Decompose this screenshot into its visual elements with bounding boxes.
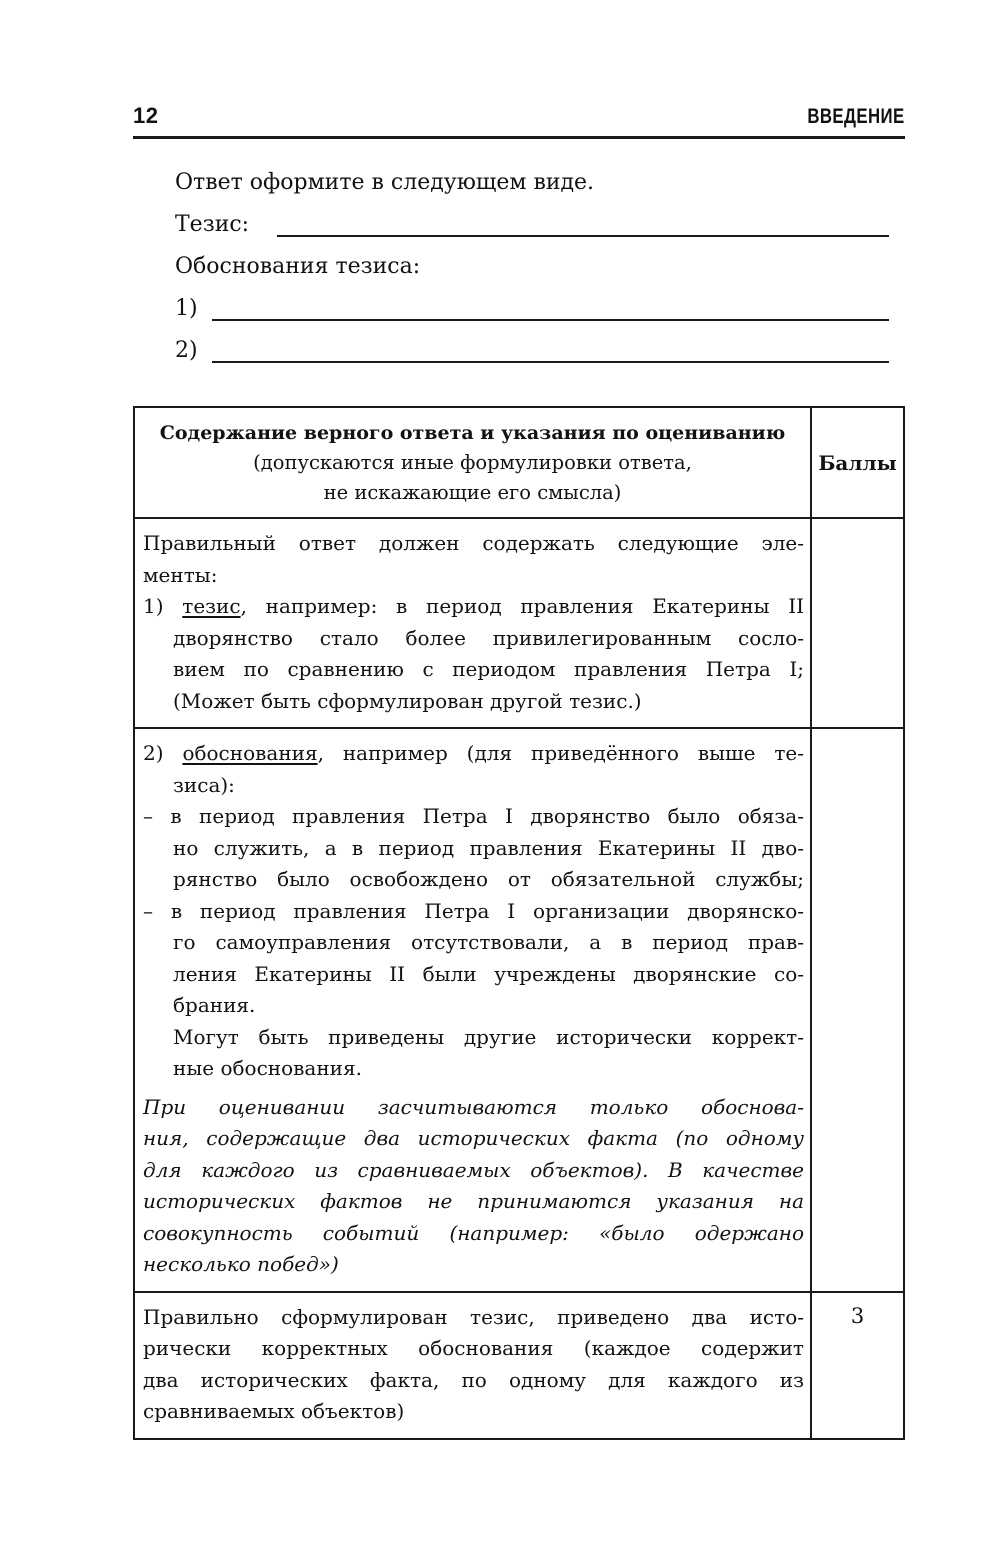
criteria-cell [134, 728, 811, 1292]
text-line: Правильно сформулирован тезис, приведено два исто- [143, 1304, 804, 1329]
text-line: Правильный ответ должен содержать следующие эле- [143, 531, 804, 555]
text-line: но служить, а в период правления Екатерины II дво- [173, 835, 804, 860]
text-line: го самоуправления отсутствовали, а в период прав- [173, 930, 804, 954]
text-line: рически корректных обоснования (каждое содержит [143, 1336, 804, 1360]
text-line: вием по сравнению с периодом правления Петра I; [173, 657, 804, 681]
text-line: совокупность событий (например: «было одержано [143, 1220, 804, 1245]
criteria-paragraph [143, 1302, 804, 1428]
score-cell [811, 728, 904, 1292]
text-line: менты: [143, 562, 218, 587]
score-header-cell: Баллы [811, 407, 904, 518]
page-content [133, 0, 905, 1440]
text-line: сравниваемых объектов) [143, 1399, 405, 1423]
underlined-term: тезис [182, 594, 241, 618]
section-title: ВВЕДЕНИЕ [807, 105, 905, 128]
answer-form-section [133, 158, 905, 368]
table-header-row [134, 407, 904, 518]
thesis-label: Тезис: [175, 212, 250, 237]
text-line: ния, содержащие два исторических факта (по одному [143, 1126, 804, 1150]
running-header [133, 0, 905, 139]
text-line: 1) тезис, например: в период правления Екатерины II [143, 594, 805, 618]
instruction-text: Ответ оформите в следующем виде. [175, 170, 595, 195]
underlined-term: обоснования [182, 741, 318, 765]
text-line: (Может быть сформулирован другой тезис.) [173, 688, 642, 713]
text-line: ления Екатерины II были учреждены дворянские со- [173, 961, 804, 986]
thesis-blank-line [277, 235, 889, 237]
text-line: – в период правления Петра I организации дворянско- [143, 898, 804, 923]
text-line: исторических фактов не принимаются указания на [143, 1189, 804, 1213]
criteria-paragraph [143, 528, 804, 717]
table-row [134, 1292, 904, 1439]
criteria-header-cell [134, 407, 811, 518]
text-line: Могут быть приведены другие исторически коррект- [173, 1024, 804, 1049]
text-line: зиса): [173, 772, 235, 797]
item1-label: 1) [175, 296, 198, 321]
criteria-paragraph [143, 738, 804, 1085]
criteria-header-subtitle-2: не искажающие его смысла) [323, 481, 622, 504]
thesis-row [175, 200, 889, 242]
item1-row [175, 284, 889, 326]
text-line: брания. [173, 993, 256, 1017]
text-line: 2) обоснования, например (для приведённого выше те- [143, 741, 804, 765]
item2-row [175, 326, 889, 368]
score-cell [811, 518, 904, 728]
criteria-cell [134, 1292, 811, 1439]
criteria-cell [134, 518, 811, 728]
text-line: для каждого из сравниваемых объектов). В качестве [143, 1157, 804, 1182]
text-line: дворянство стало более привилегированным сосло- [173, 625, 804, 650]
instruction-row [175, 158, 889, 200]
justifications-label: Обоснования тезиса: [175, 254, 421, 279]
table-row [134, 518, 904, 728]
item2-label: 2) [175, 338, 198, 363]
text-line: несколько побед») [143, 1252, 339, 1276]
item1-blank-line [212, 319, 889, 321]
score-cell: 3 [811, 1292, 904, 1439]
text-line: два исторических факта, по одному для каждого из [143, 1367, 804, 1392]
text-line: ные обоснования. [173, 1056, 362, 1080]
text-line: При оценивании засчитываются только обоснова- [143, 1094, 804, 1119]
criteria-header-subtitle-1: (допускаются иные формулировки ответа, [253, 451, 692, 474]
text-line: – в период правления Петра I дворянство было обяза- [143, 804, 804, 828]
justifications-row [175, 242, 889, 284]
criteria-header-title: Содержание верного ответа и указания по оцениванию [159, 422, 786, 444]
table-row [134, 728, 904, 1292]
text-line: рянство было освобождено от обязательной службы; [173, 867, 804, 891]
page-number: 12 [133, 103, 159, 128]
item2-blank-line [212, 361, 889, 363]
scoring-criteria-table [133, 406, 905, 1440]
note-paragraph [143, 1092, 804, 1281]
